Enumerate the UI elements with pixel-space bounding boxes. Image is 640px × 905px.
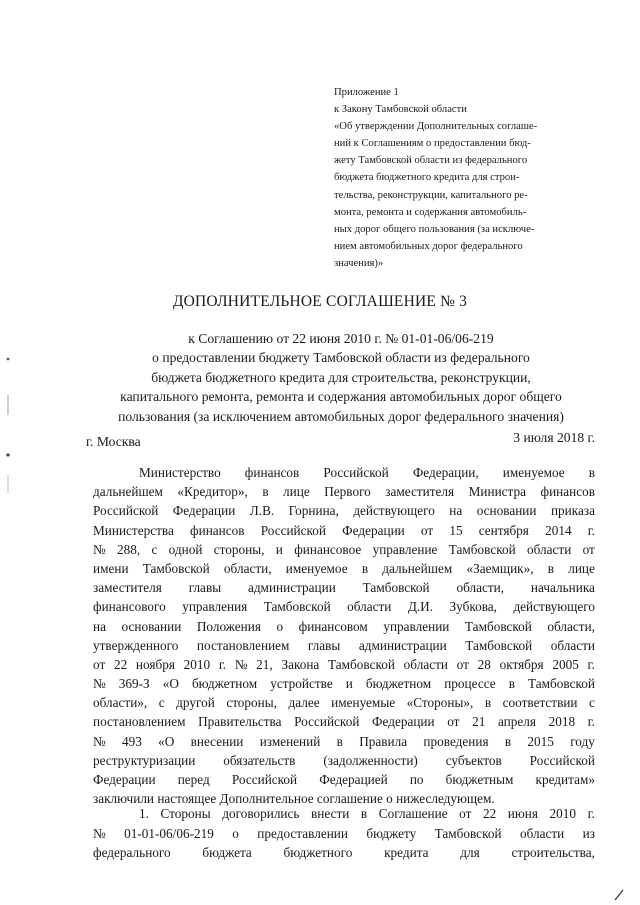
signing-place: г. Москва xyxy=(86,434,141,449)
text-line: финансового управления Тамбовской области Д.И. Зубкова, действующего xyxy=(93,599,595,615)
text-line: дальнейшем «Кредитор», в лице Первого заместителя Министра финансов xyxy=(93,484,595,500)
text-line: постановлением Правительства Российской Федерации от 21 апреля 2018 г. xyxy=(93,714,595,730)
text-line: заместителя главы администрации Тамбовской области, начальника xyxy=(93,580,595,596)
text-line: утвержденного постановлением главы администрации Тамбовской области xyxy=(93,637,595,653)
appendix-line: к Закону Тамбовской области xyxy=(334,104,467,116)
appendix-line: «Об утверждении Дополнительных соглаше- xyxy=(334,121,538,133)
text-line: Российской Федерации Л.В. Горнина, действующего на основании приказа xyxy=(93,503,595,519)
subject-line: капитального ремонта, ремонта и содержания автомобильных дорог общего xyxy=(120,389,562,405)
text-line: на основании Положения о финансовом управлении Тамбовской области, xyxy=(93,618,595,634)
text-line: Министерство финансов Российской Федерации, именуемое в xyxy=(139,465,595,480)
corner-scan-mark xyxy=(612,888,626,902)
text-line: № 493 «О внесении изменений в Правила проведения в 2015 году xyxy=(93,733,595,749)
text-line: от 22 ноября 2010 г. № 21, Закона Тамбовской области от 28 октября 2005 г. xyxy=(93,656,595,672)
margin-scan-marks xyxy=(4,355,12,495)
preamble-paragraph xyxy=(93,463,595,808)
text-line: области», с другой стороны, далее именуемые «Стороны», в соответствии с xyxy=(93,695,595,711)
text-line: Министерства финансов Российской Федерации от 15 сентября 2014 г. xyxy=(93,522,595,538)
appendix-line: нием автомобильных дорог федерального xyxy=(334,240,523,252)
appendix-line: ний к Соглашениям о предоставлении бюд- xyxy=(334,138,531,150)
clause-1-paragraph xyxy=(93,804,595,863)
appendix-line: Приложение 1 xyxy=(334,87,399,98)
subject-line: пользования (за исключением автомобильных дорог федерального значения) xyxy=(118,408,564,424)
signing-date: 3 июля 2018 г. xyxy=(513,430,595,445)
appendix-line: монта, ремонта и содержания автомобиль- xyxy=(334,206,527,218)
appendix-line: тельства, реконструкции, капитального ре- xyxy=(334,189,528,201)
subject-line: бюджета бюджетного кредита для строительства, реконструкции, xyxy=(151,369,531,385)
document-title: ДОПОЛНИТЕЛЬНОЕ СОГЛАШЕНИЕ № 3 xyxy=(172,293,468,310)
text-line: Федерации перед Российской Федерацией по бюджетным кредитам» xyxy=(93,772,595,787)
appendix-line: бюджета бюджетного кредита для строи- xyxy=(334,172,520,184)
text-line: заключили настоящее Дополнительное соглашение о нижеследующем. xyxy=(93,791,495,807)
text-line: № 288, с одной стороны, и финансовое управление Тамбовской области от xyxy=(93,541,595,557)
appendix-line: значения)» xyxy=(334,257,384,269)
text-line: реструктуризации обязательств (задолженности) субъектов Российской xyxy=(93,752,595,768)
subject-line: о предоставлении бюджету Тамбовской области из федерального xyxy=(152,350,530,366)
appendix-header xyxy=(334,84,592,272)
appendix-line: жету Тамбовской области из федерального xyxy=(334,155,528,167)
text-line: имени Тамбовской области, именуемое в дальнейшем «Заемщик», в лице xyxy=(93,560,595,576)
subject-line: к Соглашению от 22 июня 2010 г. № 01-01-06/06-219 xyxy=(188,331,494,346)
appendix-line: ных дорог общего пользования (за исключе- xyxy=(334,223,535,235)
text-line: федерального бюджета бюджетного кредита для строительства, xyxy=(93,845,595,861)
agreement-subject xyxy=(86,329,596,426)
text-line: № 01-01-06/06-219 о предоставлении бюджету Тамбовской области из xyxy=(93,825,595,841)
text-line: № 369-З «О бюджетном устройстве и бюджетном процессе в Тамбовской xyxy=(93,676,595,692)
text-line: 1. Стороны договорились внести в Соглашение от 22 июня 2010 г. xyxy=(139,806,595,821)
